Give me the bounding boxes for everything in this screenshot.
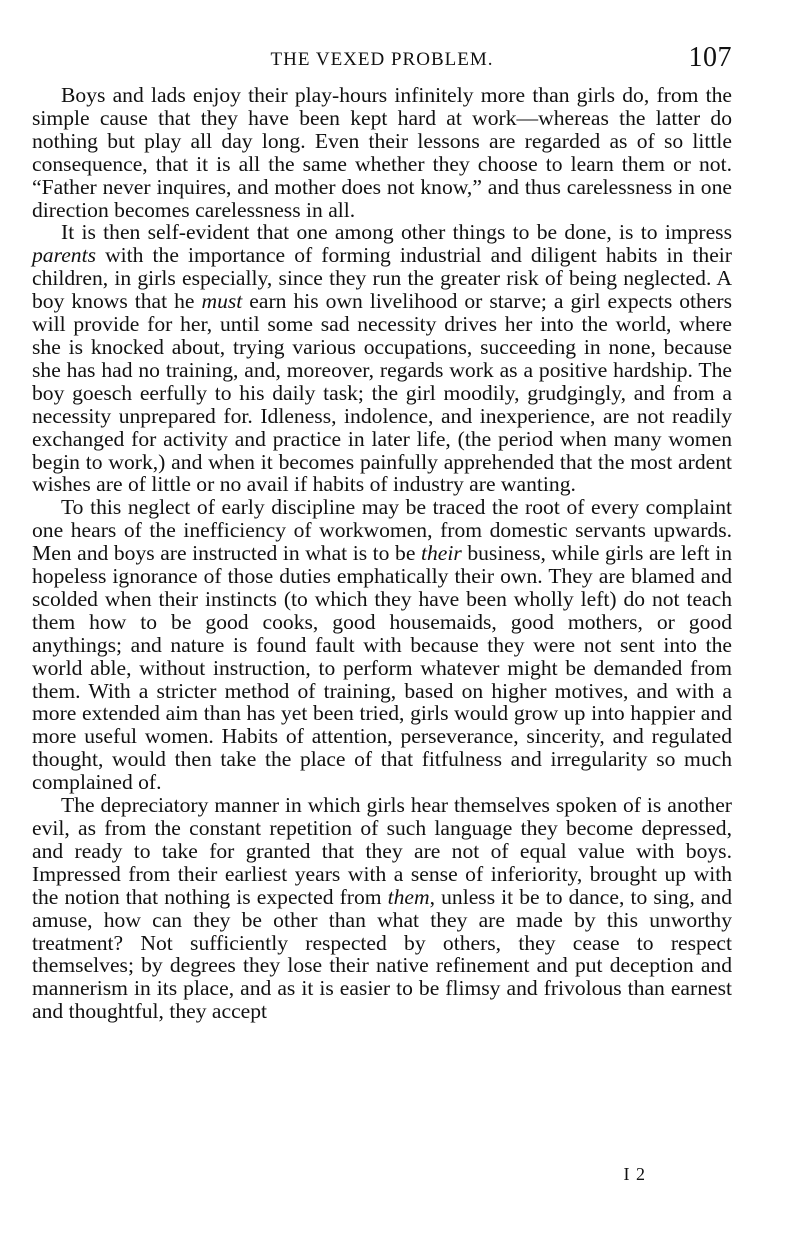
signature-row [0, 1156, 786, 1184]
running-head: THE VEXED PROBLEM. [270, 49, 494, 70]
paragraph-1-text: Boys and lads enjoy their play-hours infinitely more than girls do, from the simple cause that they have been kept hard at work—whereas the latter do nothing but play all day long. Even their lessons are regarded as of so little consequence, that it is all the same whether they choose to learn them or not. “Father never inquires, and mother does not know,” and thus carelessness in one direction becomes carelessness in all. [32, 83, 732, 222]
signature-mark: I 2 [623, 1164, 646, 1184]
paragraph-4 [32, 794, 732, 1023]
paragraph-3-text-2: business, while girls are left in hopeless ignorance of those duties emphatically their own. They are blamed and scolded when their instincts (to which they have been wholly left) do not teach them how to be good cooks, good housemaids, good mothers, or good anythings; and nature is found fault with because they were not sent into the world able, without instruction, to perform whatever might be demanded from them. With a stricter method of training, based on higher motives, and with a more extended aim than has yet been tried, girls would grow up into happier and more useful women. Habits of attention, perseverance, sincerity, and regulated thought, would then take the place of that fitfulness and irregularity so much complained of. [32, 541, 732, 795]
paragraph-4-text-1: The depreciatory manner in which girls hear themselves spoken of is another evil, as from the constant repetition of such language they become depressed, and ready to take for granted that they are not of equal value with boys. Impressed from their earliest years with a sense of inferiority, brought up with the notion that nothing is expected from [32, 793, 732, 909]
page-number: 107 [688, 42, 732, 73]
italic-their: their [420, 541, 462, 566]
italic-parents: parents [32, 243, 96, 268]
page-header [32, 38, 732, 74]
italic-them: them [387, 884, 430, 909]
paragraph-2-text-3: earn his own livelihood or starve; a girl expects others will provide for her, until some sad necessity drives her into the world, where she is knocked about, trying various occupations, succeeding in none, because she has had no training, and, moreover, regards work as a positive hardship. The boy goesch eerfully to his daily task; the girl moodily, grudgingly, and from a necessity unprepared for. Idleness, indolence, and inexperience, are not readily exchanged for activity and practice in later life, (the period when many women begin to work,) and when it becomes painfully apprehended that the most ardent wishes are of little or no avail if habits of industry are wanting. [32, 289, 732, 497]
italic-must: must [201, 289, 243, 314]
paragraph-1 [32, 84, 732, 221]
paragraph-3 [32, 496, 732, 794]
paragraph-4-text-2: , unless it be to dance, to sing, and amuse, how can they be other than what they are made by this unworthy treatment? Not sufficiently respected by others, they cease to respect themselves; by degrees they lose their native refinement and put deception and mannerism in its place, and as it is easier to be flimsy and frivolous than earnest and thoughtful, they accept [32, 884, 732, 1024]
paragraph-2-text-2: with the importance of forming industrial and diligent habits in their children, in girls especially, since they run the greater risk of being neglected. A boy knows that he [32, 243, 732, 314]
paragraph-2-text-1: It is then self-evident that one among other things to be done, is to impress [61, 220, 732, 245]
body-text [32, 84, 732, 1023]
paragraph-2 [32, 221, 732, 496]
paragraph-3-text-1: To this neglect of early discipline may be traced the root of every complaint one hears of the inefficiency of workwomen, from domestic servants upwards. Men and boys are instructed in what is to be [32, 495, 732, 566]
